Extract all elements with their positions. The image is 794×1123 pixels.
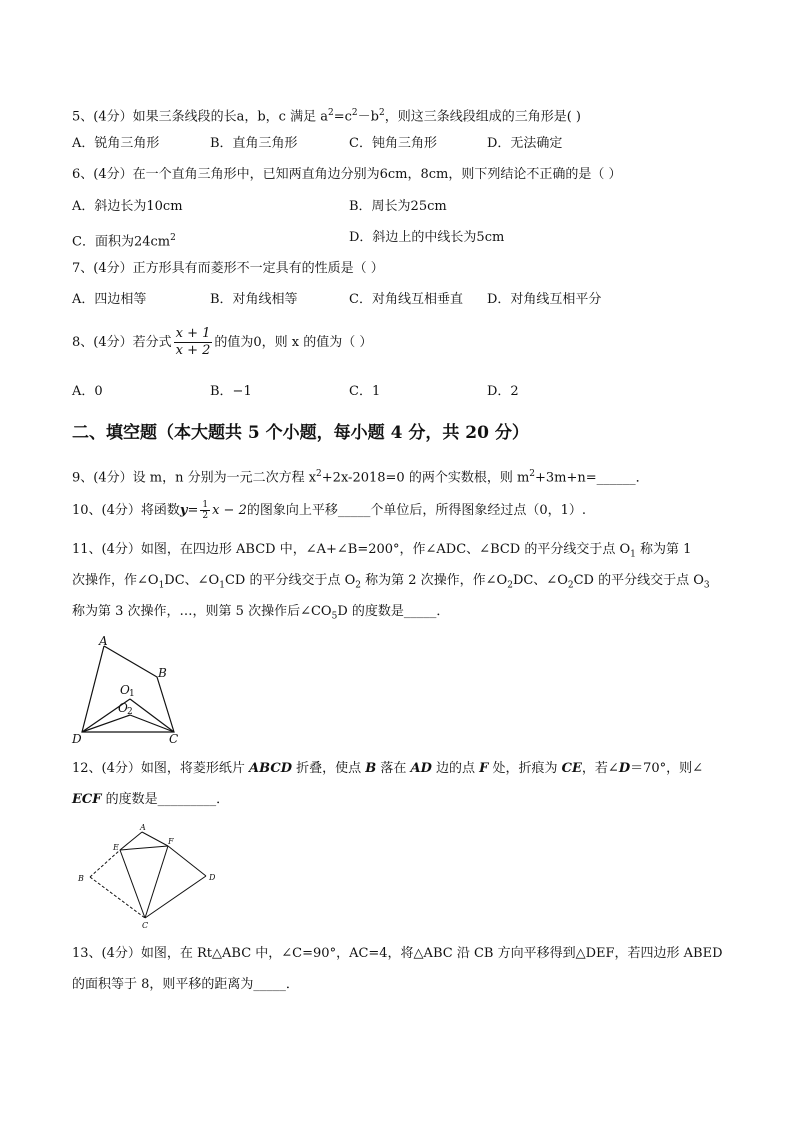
q12-angle-ecf: ECF bbox=[72, 792, 102, 807]
question-7-stem: 7、(4分）正方形具有而菱形不一定具有的性质是（ ） bbox=[72, 261, 384, 276]
q11-label-o2-sub: 2 bbox=[127, 707, 133, 717]
q12-segment-fd bbox=[168, 846, 206, 876]
q11-label-o1: O bbox=[120, 683, 130, 697]
q12-segment-ea bbox=[120, 832, 142, 850]
q9-text-b: +2x-2018=0 的两个实数根，则 m bbox=[321, 470, 530, 486]
q8-fraction-numerator: x + 1 bbox=[175, 326, 211, 341]
q12-text-b: 折叠，使点 bbox=[291, 761, 366, 776]
q11-line2-sub-1: 1 bbox=[158, 580, 165, 591]
q11-line-d-o2 bbox=[82, 715, 130, 732]
q9-sup-2: 2 bbox=[529, 469, 536, 479]
q5-text-d: ，则这三条线段组成的三角形是( ) bbox=[384, 109, 581, 125]
q9-text-c: +3m+n=______． bbox=[535, 470, 649, 486]
q12-text-e: 处，折痕为 bbox=[488, 761, 562, 776]
q10-func-tail: x − 2 bbox=[212, 503, 247, 518]
q5-text-a: 5、(4分）如果三条线段的长a，b，c 满足 a bbox=[72, 109, 328, 125]
q5-text-c: －b bbox=[357, 109, 379, 125]
q11-line3-a: 称为第 3 次操作，…，则第 5 次操作后∠CO bbox=[72, 604, 332, 619]
q11-label-o1-sub: 1 bbox=[129, 689, 135, 699]
q5-sup-3: 2 bbox=[378, 108, 385, 118]
q11-line1-text: 11、(4分）如图，在四边形 ABCD 中，∠A+∠B=200°，作∠ADC、∠BCD 的平分线交于点 O bbox=[72, 542, 631, 557]
q12-label-c: C bbox=[142, 921, 149, 930]
q12-text-g: ＝70°，则∠ bbox=[630, 761, 704, 776]
question-5-stem bbox=[72, 104, 581, 126]
q11-line-c-o1 bbox=[130, 699, 174, 732]
q12-label-e: E bbox=[113, 843, 119, 852]
q12-text-d: 边的点 bbox=[431, 761, 480, 776]
question-12-line-1 bbox=[72, 760, 703, 778]
question-10-stem bbox=[72, 500, 586, 521]
q6-option-d: D．斜边上的中线长为5cm bbox=[349, 230, 505, 245]
q10-fraction-numerator: 1 bbox=[202, 500, 209, 510]
q10-fraction-denominator: 2 bbox=[202, 511, 209, 521]
question-11-line-3 bbox=[72, 603, 449, 626]
q12-dashed-bc bbox=[90, 877, 145, 918]
q12-crease-ce: CE bbox=[561, 761, 582, 776]
q9-text-a: 9、(4分）设 m，n 分别为一元二次方程 x bbox=[72, 470, 317, 486]
q11-line2-sub-2: 1 bbox=[219, 580, 225, 591]
q7-option-c: C．对角线互相垂直 bbox=[349, 292, 463, 307]
q9-sup-1: 2 bbox=[316, 469, 322, 479]
q12-point-b: B bbox=[365, 761, 377, 776]
q11-line2-f: CD 的平分线交于点 O bbox=[573, 573, 704, 588]
q10-text-a: 10、(4分）将函数 bbox=[72, 503, 180, 518]
q5-option-b: B．直角三角形 bbox=[210, 136, 298, 151]
q11-label-c: C bbox=[169, 732, 179, 745]
q11-label-o2: O bbox=[118, 701, 128, 715]
q10-func-y: y bbox=[179, 503, 188, 518]
q11-line2-sub-6: 3 bbox=[703, 580, 710, 591]
question-12-line-2 bbox=[72, 791, 229, 809]
q8-option-a: A．0 bbox=[72, 384, 103, 399]
q12-angle-d: D bbox=[618, 761, 631, 776]
q12-point-f: F bbox=[479, 761, 489, 776]
section-2-heading: 二、填空题（本大题共 5 个小题，每小题 4 分，共 20 分） bbox=[72, 423, 529, 443]
q11-label-d: D bbox=[72, 732, 82, 745]
q8-option-d: D．2 bbox=[487, 384, 519, 399]
q12-text-f: ，若∠ bbox=[581, 761, 619, 776]
q12-text-a: 12、(4分）如图，将菱形纸片 bbox=[72, 761, 250, 776]
question-11-line-2 bbox=[72, 572, 710, 595]
q12-rhombus-figure bbox=[72, 820, 222, 935]
q11-line-c-o2 bbox=[130, 715, 174, 732]
q12-side-ad: AD bbox=[410, 761, 432, 776]
q11-label-a: A bbox=[99, 634, 108, 648]
q7-option-d: D．对角线互相平分 bbox=[487, 292, 602, 307]
q10-text-b: 的图象向上平移_____个单位后，所得图象经过点（0，1）. bbox=[246, 503, 587, 518]
q8-text-b: 的值为0，则 x 的值为（ ） bbox=[214, 335, 373, 350]
q10-fraction bbox=[200, 500, 210, 521]
q8-option-c: C．1 bbox=[349, 384, 381, 399]
q6-option-a: A．斜边长为10cm bbox=[72, 199, 183, 214]
q11-line3-b: D 的度数是_____． bbox=[337, 604, 450, 619]
question-13-line-1: 13、(4分）如图，在 Rt△ABC 中，∠C=90°，AC=4，将△ABC 沿 CB 方向平移得到△DEF，若四边形 ABED bbox=[72, 946, 723, 961]
q12-abcd: ABCD bbox=[249, 761, 292, 776]
q10-func-eq: = bbox=[187, 503, 199, 518]
q8-fraction-denominator: x + 2 bbox=[175, 343, 211, 358]
q5-text-b: =c bbox=[333, 109, 352, 125]
q11-line2-a: 次操作，作∠O bbox=[72, 573, 159, 588]
q5-option-d: D．无法确定 bbox=[487, 136, 563, 151]
q11-line2-e: DC、∠O bbox=[512, 573, 568, 588]
q8-fraction bbox=[174, 326, 213, 359]
question-6-stem: 6、(4分）在一个直角三角形中，已知两直角边分别为6cm，8cm，则下列结论不正确的是（ ） bbox=[72, 167, 622, 182]
q11-line2-d: 称为第 2 次操作，作∠O bbox=[360, 573, 508, 588]
q12-label-b: B bbox=[78, 874, 84, 883]
q8-option-b: B．−1 bbox=[210, 384, 252, 399]
q12-label-d: D bbox=[209, 873, 216, 882]
q11-line2-sub-4: 2 bbox=[507, 580, 513, 591]
q6-option-c bbox=[72, 229, 176, 251]
q11-line2-sub-5: 2 bbox=[567, 580, 574, 591]
question-8-stem bbox=[72, 326, 372, 359]
q5-sup-1: 2 bbox=[327, 108, 334, 118]
q12-line2-tail: 的度数是_________． bbox=[101, 792, 230, 807]
question-13-line-2: 的面积等于 8，则平移的距离为_____． bbox=[72, 977, 299, 992]
q12-segment-fc bbox=[145, 846, 168, 918]
q8-text-a: 8、(4分）若分式 bbox=[72, 335, 172, 350]
q12-segment-dc bbox=[145, 876, 206, 918]
q11-line3-sub: 5 bbox=[331, 611, 338, 622]
q5-option-a: A．锐角三角形 bbox=[72, 136, 160, 151]
q6-option-c-sup: 2 bbox=[170, 233, 176, 243]
q11-line2-c: CD 的平分线交于点 O bbox=[224, 573, 356, 588]
q12-label-f: F bbox=[168, 837, 174, 846]
q5-sup-2: 2 bbox=[351, 108, 358, 118]
q6-option-c-text: C．面积为24cm bbox=[72, 234, 171, 250]
q11-line1-sub: 1 bbox=[630, 549, 636, 560]
q11-line2-sub-3: 2 bbox=[355, 580, 361, 591]
q7-option-a: A．四边相等 bbox=[72, 292, 147, 307]
question-9-stem bbox=[72, 465, 649, 487]
q12-segment-ef bbox=[120, 846, 168, 850]
q11-line1-end: 称为第 1 bbox=[635, 542, 692, 557]
q11-quadrilateral-figure bbox=[66, 630, 196, 745]
q12-label-a: A bbox=[140, 823, 146, 832]
q12-dashed-be bbox=[90, 850, 120, 877]
q6-option-b: B．周长为25cm bbox=[349, 199, 447, 214]
q12-segment-ec bbox=[120, 850, 145, 918]
q5-option-c: C．钝角三角形 bbox=[349, 136, 437, 151]
question-11-line-1 bbox=[72, 541, 691, 564]
q7-option-b: B．对角线相等 bbox=[210, 292, 298, 307]
q12-segment-af bbox=[142, 832, 168, 846]
q11-label-b: B bbox=[158, 666, 167, 680]
q12-text-c: 落在 bbox=[376, 761, 411, 776]
q11-line2-b: DC、∠O bbox=[164, 573, 220, 588]
